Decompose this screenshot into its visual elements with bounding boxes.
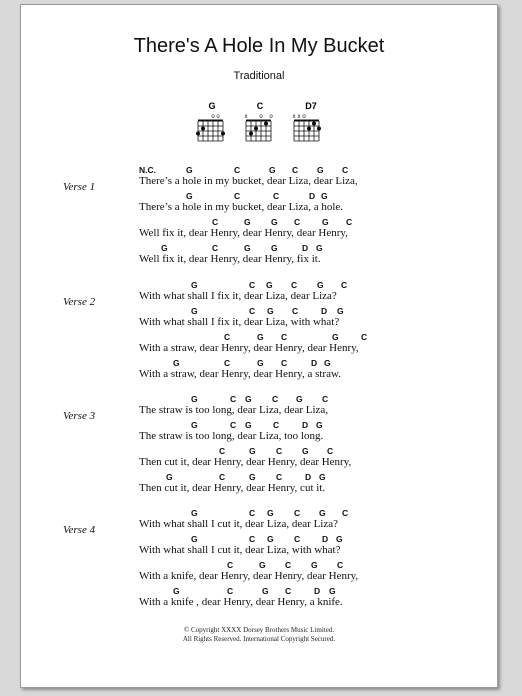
finger-dot	[264, 122, 268, 126]
chord-symbol: G	[186, 191, 193, 201]
chord-symbol: C	[294, 217, 301, 227]
chord-symbol: C	[285, 586, 292, 596]
chord-symbol: C	[227, 586, 234, 596]
chord-symbol: C	[227, 560, 234, 570]
chord-symbol: G	[319, 508, 326, 518]
lyric-text: With a straw, dear Henry, dear Henry, a straw.	[139, 368, 341, 380]
lyric-line	[139, 420, 459, 444]
chord-symbol: G	[319, 472, 326, 482]
chord-symbol: G	[332, 332, 339, 342]
chord-symbol: C	[230, 420, 237, 430]
chord-diagram-c	[243, 101, 283, 143]
chord-symbol: C	[337, 560, 344, 570]
chord-symbol: G	[244, 217, 251, 227]
lyric-line	[139, 332, 459, 356]
chord-symbol: C	[327, 446, 334, 456]
chord-symbol: G	[267, 534, 274, 544]
chord-symbol: C	[342, 508, 349, 518]
chord-grid-d7-icon	[291, 101, 331, 143]
chord-diagram-name: C	[256, 101, 264, 111]
chord-symbol: G	[245, 394, 252, 404]
chord-symbol: G	[271, 217, 278, 227]
lyric-text: Well fix it, dear Henry, dear Henry, dear Henry,	[139, 227, 348, 239]
chord-symbol: G	[245, 420, 252, 430]
lyric-line	[139, 472, 459, 496]
chord-symbol: G	[173, 358, 180, 368]
string-marker: o	[259, 114, 263, 120]
chord-symbol: G	[244, 243, 251, 253]
chord-symbol: G	[269, 165, 276, 175]
chord-diagram-name: G	[208, 101, 216, 111]
chord-symbol: G	[186, 165, 193, 175]
chord-symbol: C	[294, 534, 301, 544]
verse-label: Verse 1	[63, 181, 96, 193]
chord-symbol: G	[191, 534, 198, 544]
chord-symbol: C	[285, 560, 292, 570]
chord-symbol: G	[329, 586, 336, 596]
chord-symbol: C	[281, 332, 288, 342]
chord-symbol: C	[292, 165, 299, 175]
chord-symbol: G	[191, 420, 198, 430]
lyric-line	[139, 446, 459, 470]
chord-symbol: C	[212, 217, 219, 227]
chord-symbol: C	[273, 191, 280, 201]
chord-symbol: C	[224, 332, 231, 342]
chord-symbol: G	[321, 191, 328, 201]
chord-symbol: D	[305, 472, 312, 482]
chord-symbol: D	[314, 586, 321, 596]
chord-diagrams	[21, 101, 497, 143]
chord-symbol: G	[296, 394, 303, 404]
chord-symbol: C	[212, 243, 219, 253]
chord-symbol: C	[234, 165, 241, 175]
lyric-line	[139, 586, 459, 610]
lyric-line	[139, 306, 459, 330]
chord-symbol: C	[292, 306, 299, 316]
lyric-line	[139, 394, 459, 418]
chord-symbol: G	[257, 332, 264, 342]
song-subtitle: Traditional	[233, 70, 285, 82]
finger-dot	[221, 132, 225, 136]
song-title: There's A Hole In My Bucket	[133, 35, 385, 57]
chord-symbol: N.C.	[139, 165, 156, 175]
lyric-text: With a straw, dear Henry, dear Henry, dear Henry,	[139, 342, 359, 354]
string-marker: o	[302, 114, 306, 120]
chord-symbol: G	[324, 358, 331, 368]
finger-dot	[317, 127, 321, 131]
chord-symbol: D	[302, 243, 309, 253]
chord-diagram-d7	[291, 101, 331, 143]
lyric-line	[139, 560, 459, 584]
string-marker: x	[292, 114, 296, 120]
chord-symbol: G	[316, 243, 323, 253]
lyric-text: Well fix it, dear Henry, dear Henry, fix it.	[139, 253, 321, 265]
lyric-text: There’s a hole in my bucket, dear Liza, dear Liza,	[139, 175, 358, 187]
string-marker: o	[269, 114, 273, 120]
finger-dot	[201, 127, 205, 131]
finger-dot	[196, 132, 200, 136]
chord-symbol: C	[276, 446, 283, 456]
lyric-text: Then cut it, dear Henry, dear Henry, dear Henry,	[139, 456, 352, 468]
chord-symbol: G	[191, 306, 198, 316]
chord-symbol: G	[317, 165, 324, 175]
chord-symbol: G	[262, 586, 269, 596]
lyric-text: With what shall I cut it, dear Liza, with what?	[139, 544, 341, 556]
copyright-line: © Copyright XXXX Dorsey Brothers Music Limited.	[183, 626, 335, 634]
copyright-footer	[21, 626, 497, 644]
lyric-line	[139, 243, 459, 267]
lyric-line	[139, 165, 459, 189]
lyric-text: The straw is too long, dear Liza, too long.	[139, 430, 324, 442]
chord-symbol: G	[311, 560, 318, 570]
chord-symbol: G	[173, 586, 180, 596]
chord-symbol: G	[249, 472, 256, 482]
chord-symbol: G	[336, 534, 343, 544]
verse-label: Verse 3	[63, 410, 96, 422]
chord-symbol: C	[230, 394, 237, 404]
chord-symbol: G	[316, 420, 323, 430]
sheet-page	[20, 4, 498, 688]
chord-symbol: C	[281, 358, 288, 368]
lyric-line	[139, 508, 459, 532]
finger-dot	[254, 127, 258, 131]
chord-symbol: C	[346, 217, 353, 227]
chord-symbol: G	[271, 243, 278, 253]
chord-symbol: G	[267, 508, 274, 518]
chord-symbol: G	[337, 306, 344, 316]
chord-symbol: C	[341, 280, 348, 290]
chord-symbol: D	[322, 534, 329, 544]
lyric-text: There’s a hole in my bucket, dear Liza, a hole.	[139, 201, 344, 213]
chord-symbol: C	[249, 508, 256, 518]
lyric-line	[139, 280, 459, 304]
chord-symbol: G	[317, 280, 324, 290]
finger-dot	[312, 122, 316, 126]
lyric-line	[139, 358, 459, 382]
chord-symbol: G	[266, 280, 273, 290]
chord-symbol: G	[249, 446, 256, 456]
string-marker: o	[211, 114, 215, 120]
chord-symbol: C	[219, 446, 226, 456]
chord-symbol: C	[276, 472, 283, 482]
chord-symbol: C	[249, 534, 256, 544]
chord-symbol: G	[191, 280, 198, 290]
lyric-line	[139, 217, 459, 241]
chord-symbol: D	[311, 358, 318, 368]
chord-symbol: C	[361, 332, 368, 342]
lyric-text: With a knife, dear Henry, dear Henry, dear Henry,	[139, 570, 359, 582]
lyric-text: With what shall I fix it, dear Liza, dear Liza?	[139, 290, 337, 302]
lyric-line	[139, 191, 459, 215]
chord-symbol: D	[321, 306, 328, 316]
lyric-line	[139, 534, 459, 558]
chord-symbol: D	[302, 420, 309, 430]
chord-symbol: C	[249, 306, 256, 316]
chord-symbol: C	[234, 191, 241, 201]
chord-symbol: G	[166, 472, 173, 482]
chord-diagram-name: D7	[305, 101, 317, 111]
chord-symbol: C	[291, 280, 298, 290]
chord-symbol: G	[191, 508, 198, 518]
chord-symbol: C	[273, 420, 280, 430]
chord-symbol: D	[309, 191, 316, 201]
chord-symbol: C	[224, 358, 231, 368]
chord-symbol: G	[259, 560, 266, 570]
finger-dot	[307, 127, 311, 131]
chord-symbol: G	[191, 394, 198, 404]
verse-label: Verse 2	[63, 296, 96, 308]
rights-line: All Rights Reserved. International Copyright Secured.	[182, 635, 336, 643]
lyric-text: With a knife , dear Henry, dear Henry, a knife.	[139, 596, 343, 608]
string-marker: o	[216, 114, 220, 120]
chord-symbol: C	[249, 280, 256, 290]
chord-symbol: C	[322, 394, 329, 404]
chord-symbol: C	[342, 165, 349, 175]
chord-grid-c-icon	[243, 101, 283, 143]
finger-dot	[249, 132, 253, 136]
chord-symbol: G	[257, 358, 264, 368]
chord-symbol: G	[161, 243, 168, 253]
chord-symbol: C	[219, 472, 226, 482]
lyric-text: With what shall I cut it, dear Liza, dear Liza?	[139, 518, 338, 530]
chord-diagram-g	[195, 101, 235, 143]
lyric-text: Then cut it, dear Henry, dear Henry, cut it.	[139, 482, 326, 494]
lyric-text: With what shall I fix it, dear Liza, with what?	[139, 316, 340, 328]
verse-label: Verse 4	[63, 524, 96, 536]
lyric-text: The straw is too long, dear Liza, dear Liza,	[139, 404, 329, 416]
chord-symbol: G	[267, 306, 274, 316]
chord-symbol: C	[294, 508, 301, 518]
chord-symbol: G	[322, 217, 329, 227]
chord-grid-g-icon	[195, 101, 235, 143]
string-marker: x	[244, 114, 248, 120]
string-marker: x	[297, 114, 301, 120]
chord-symbol: G	[302, 446, 309, 456]
chord-symbol: C	[272, 394, 279, 404]
